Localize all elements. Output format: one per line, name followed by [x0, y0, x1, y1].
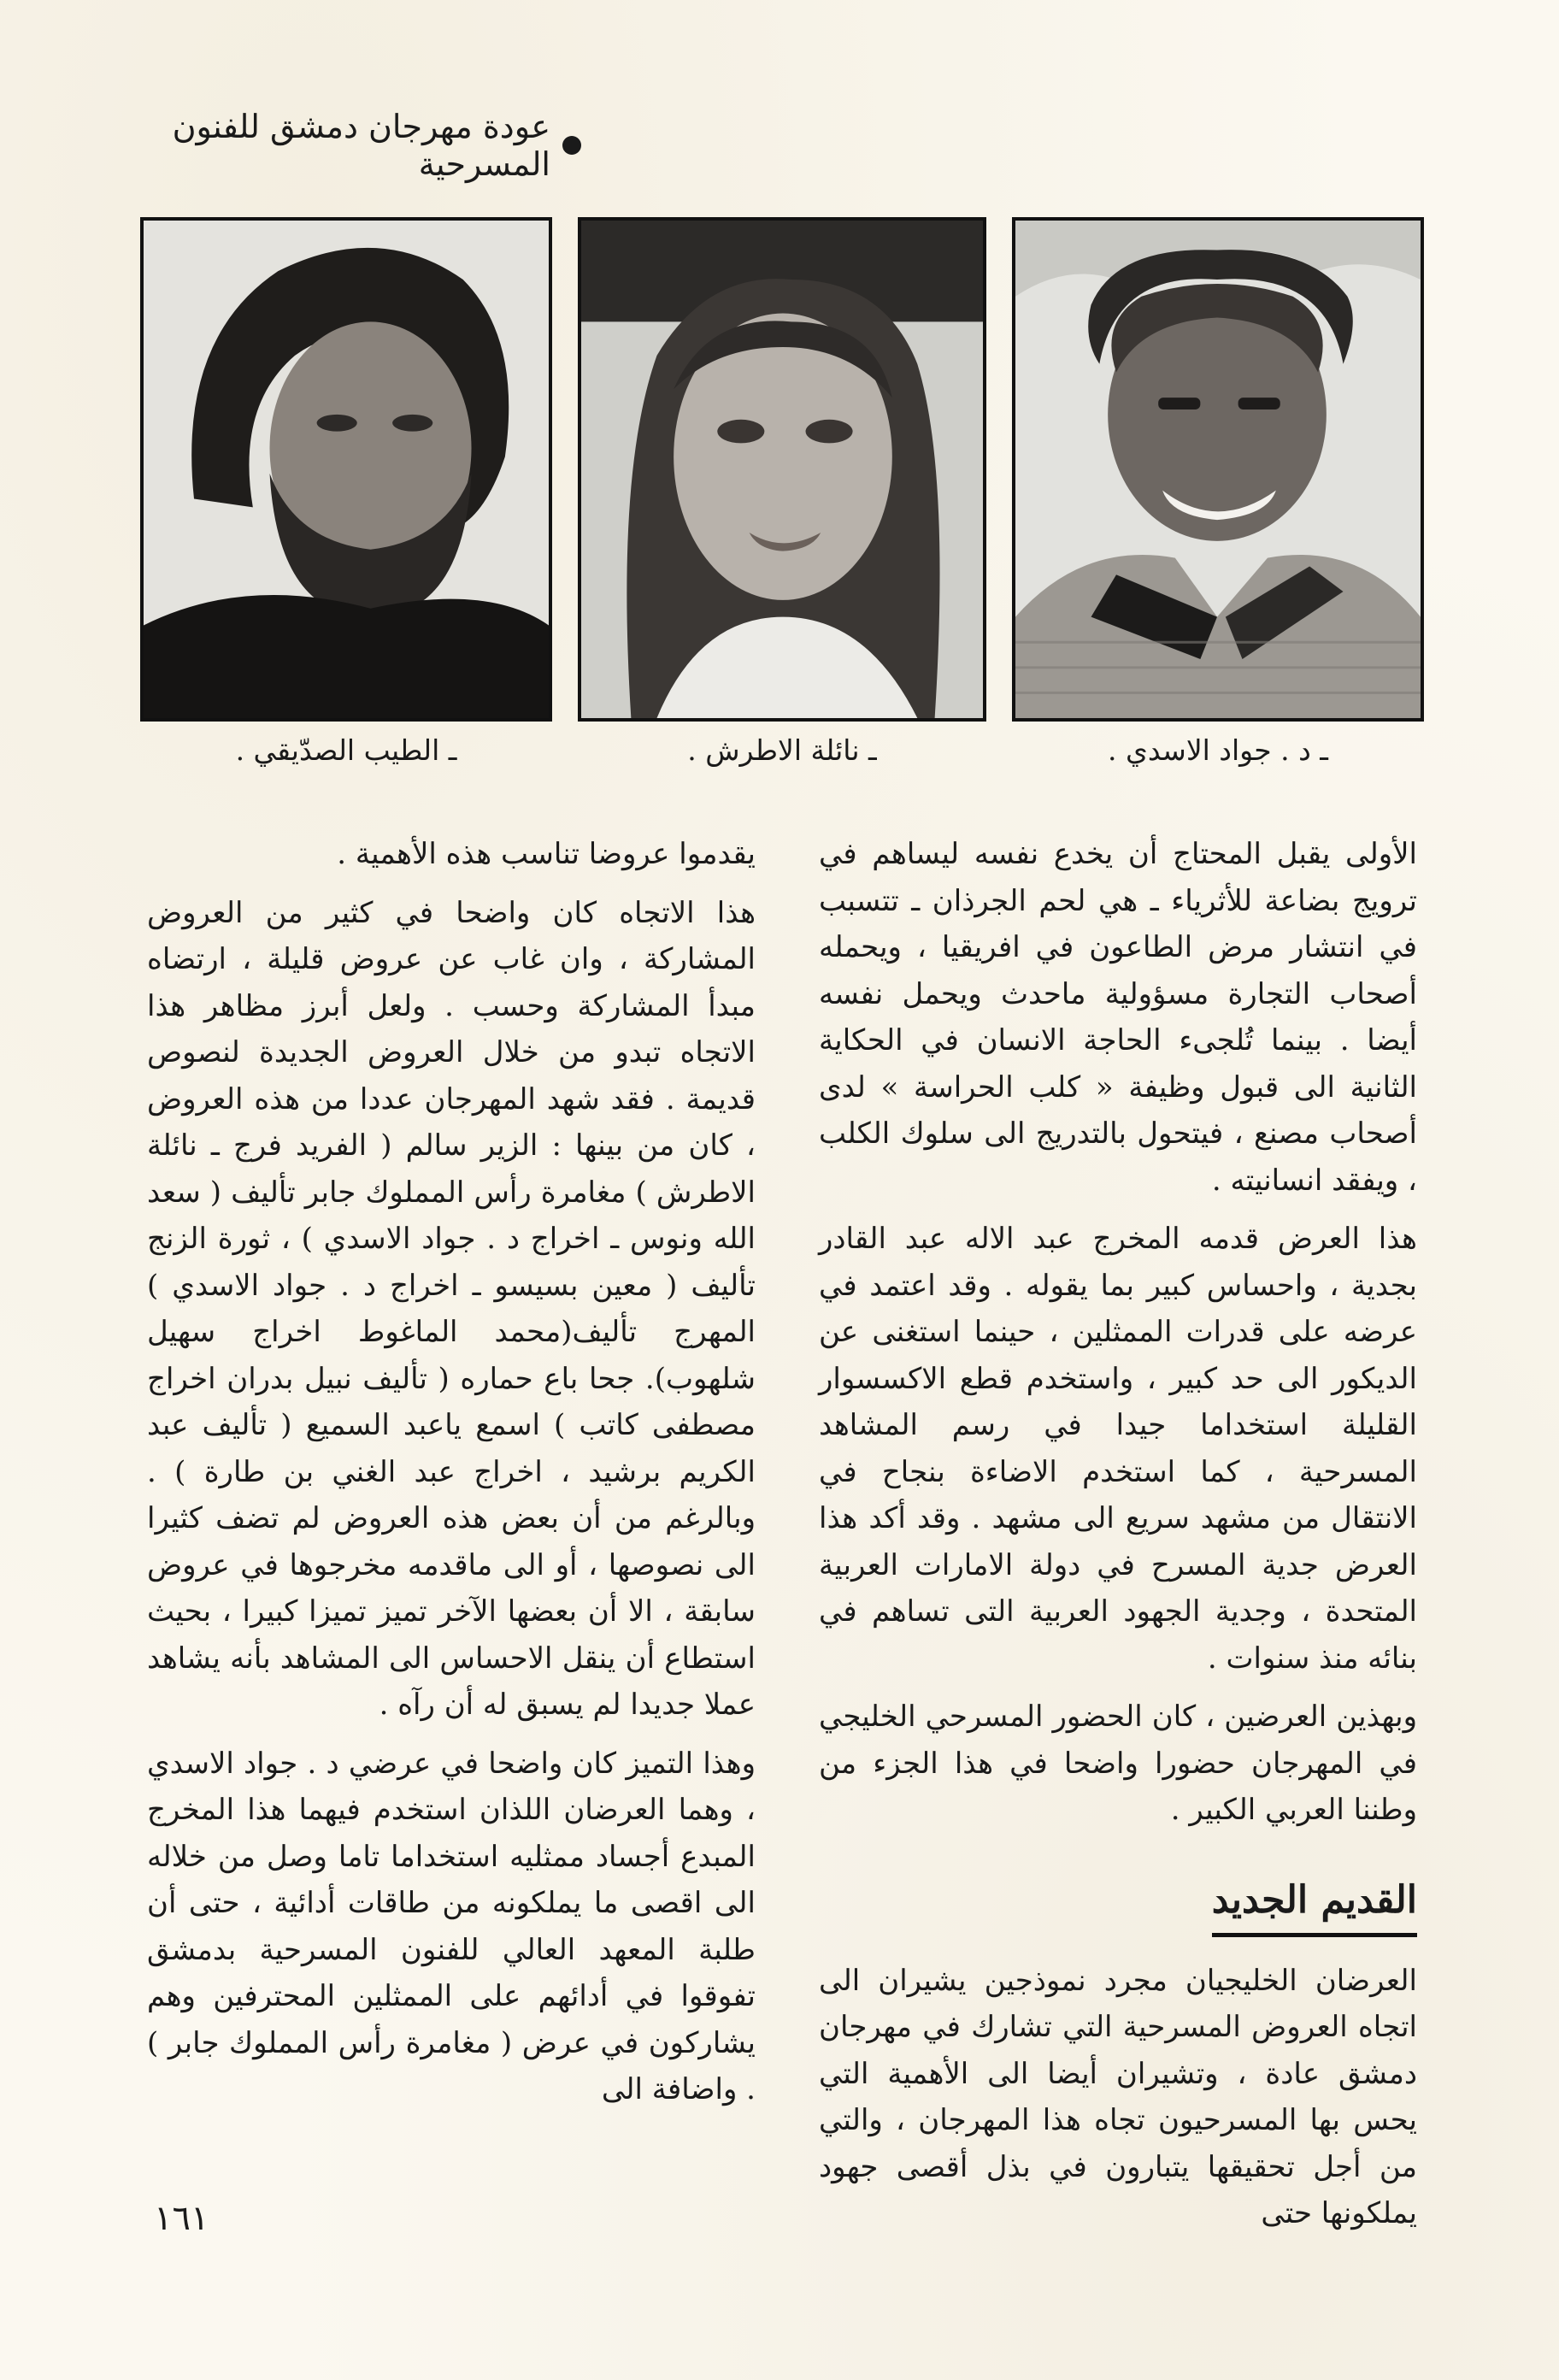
photo-caption: ـ الطيب الصدّيقي . [235, 733, 457, 767]
photo-caption: ـ نائلة الاطرش . [687, 733, 877, 767]
paragraph: وهذا التميز كان واضحا في عرضي د . جواد الاسدي ، وهما العرضان اللذان استخدم فيهما هذا المخرج المبدع أجساد ممثليه استخداما تاما وصل من خلاله الى اقصى ما يملكونه من طاقات أدائية ، حتى أن طلبة المعهد العالي للفنون المسرحية بدمشق تفوقوا في أدائهم على الممثلين المحترفين وهم يشاركون في عرض ( مغامرة رأس المملوك جابر ) . واضافة الى [147, 1746, 756, 2106]
section-heading-text: القديم الجديد [1212, 1873, 1417, 1937]
portrait-image [581, 221, 983, 718]
running-header [137, 108, 581, 183]
paragraph: هذا العرض قدمه المخرج عبد الاله عبد القادر بجدية ، واحساس كبير بما يقوله . وقد اعتمد في عرضه على قدرات الممثلين ، حينما استغنى عن الديكور الى حد كبير ، واستخدم قطع الاكسسوار القليلة استخداما جيدا في رسم المشاهد المسرحية ، كما استخدم الاضاءة بنجاح في الانتقال من مشهد سريع الى مشهد . وقد أكد هذا العرض جدية المسرح في دولة الامارات العربية المتحدة ، وجدية الجهود العربية التى تساهم في بنائه منذ سنوات . [819, 1222, 1417, 1676]
paragraph: هذا الاتجاه كان واضحا في كثير من العروض المشاركة ، وان غاب عن عروض قليلة ، ارتضاه مبدأ المشاركة وحسب . ولعل أبرز مظاهر هذا الاتجاه تبدو من خلال العروض الجديدة لنصوص قديمة . فقد شهد المهرجان عددا من هذه العروض ، كان من بينها : الزير سالم ( الفريد فرج ـ نائلة الاطرش ) مغامرة رأس المملوك جابر تأليف ( سعد الله ونوس ـ اخراج د . جواد الاسدي ) ، ثورة الزنج تأليف ( معين بسيسو ـ اخراج د . جواد الاسدي ) المهرج تأليف(محمد الماغوط اخراج سهيل شلهوب). جحا باع حماره ( تأليف نبيل بدران اخراج مصطفى كاتب ) اسمع ياعبد السميع ( تأليف عبد الكريم برشيد ، اخراج عبد الغني بن طارة ) . وبالرغم من أن بعض هذه العروض لم تضف كثيرا الى نصوصها ، أو الى ماقدمه مخرجوها في عروض سابقة ، الا أن بعضها الآخر تميز تميزا كبيرا ، بحيث استطاع أن ينقل الاحساس الى المشاهد بأنه يشاهد عملا جديدا لم يسبق له أن رآه . [147, 895, 756, 1722]
portrait-image [144, 221, 549, 718]
photo-jawad-al-asadi [1012, 217, 1424, 722]
paragraph: وبهذين العرضين ، كان الحضور المسرحي الخليجي في المهرجان حضورا واضحا في هذا الجزء من وطننا العربي الكبير . [819, 1700, 1417, 1827]
photo-tayeb-saddiki [140, 217, 552, 722]
portrait-image [1015, 221, 1421, 718]
paragraph: يقدموا عروضا تناسب هذه الأهمية . [337, 837, 756, 871]
section-heading [819, 1873, 1417, 1937]
photo-caption: ـ د . جواد الاسدي . [1108, 733, 1328, 767]
article-column-left [147, 831, 756, 2113]
article-column-right [819, 831, 1417, 2237]
paragraph: العرضان الخليجيان مجرد نموذجين يشيران الى اتجاه العروض المسرحية التي تشارك في مهرجان دمشق عادة ، وتشيران أيضا الى الأهمية التي يحس بها المسرحيون تجاه هذا المهرجان ، والتي من أجل تحقيقها يتبارون في بذل أقصى جهود يملكونها حتى [819, 1963, 1418, 2230]
paragraph: الأولى يقبل المحتاج أن يخدع نفسه ليساهم في ترويج بضاعة للأثرياء ـ هي لحم الجرذان ـ تتسبب في انتشار مرض الطاعون في افريقيا ، ويحمله أصحاب التجارة مسؤولية ماحدث ويحمل نفسه أيضا . بينما تُلجىء الحاجة الانسان في الحكاية الثانية الى قبول وظيفة « كلب الحراسة » لدى أصحاب مصنع ، فيتحول بالتدريج الى سلوك الكلب ، ويفقد انسانيته . [819, 837, 1417, 1198]
bullet-icon [562, 136, 581, 155]
page-number: ١٦١ [154, 2199, 209, 2238]
photo-naila-al-atrash [578, 217, 986, 722]
header-title: عودة مهرجان دمشق للفنون المسرحية [172, 108, 550, 183]
